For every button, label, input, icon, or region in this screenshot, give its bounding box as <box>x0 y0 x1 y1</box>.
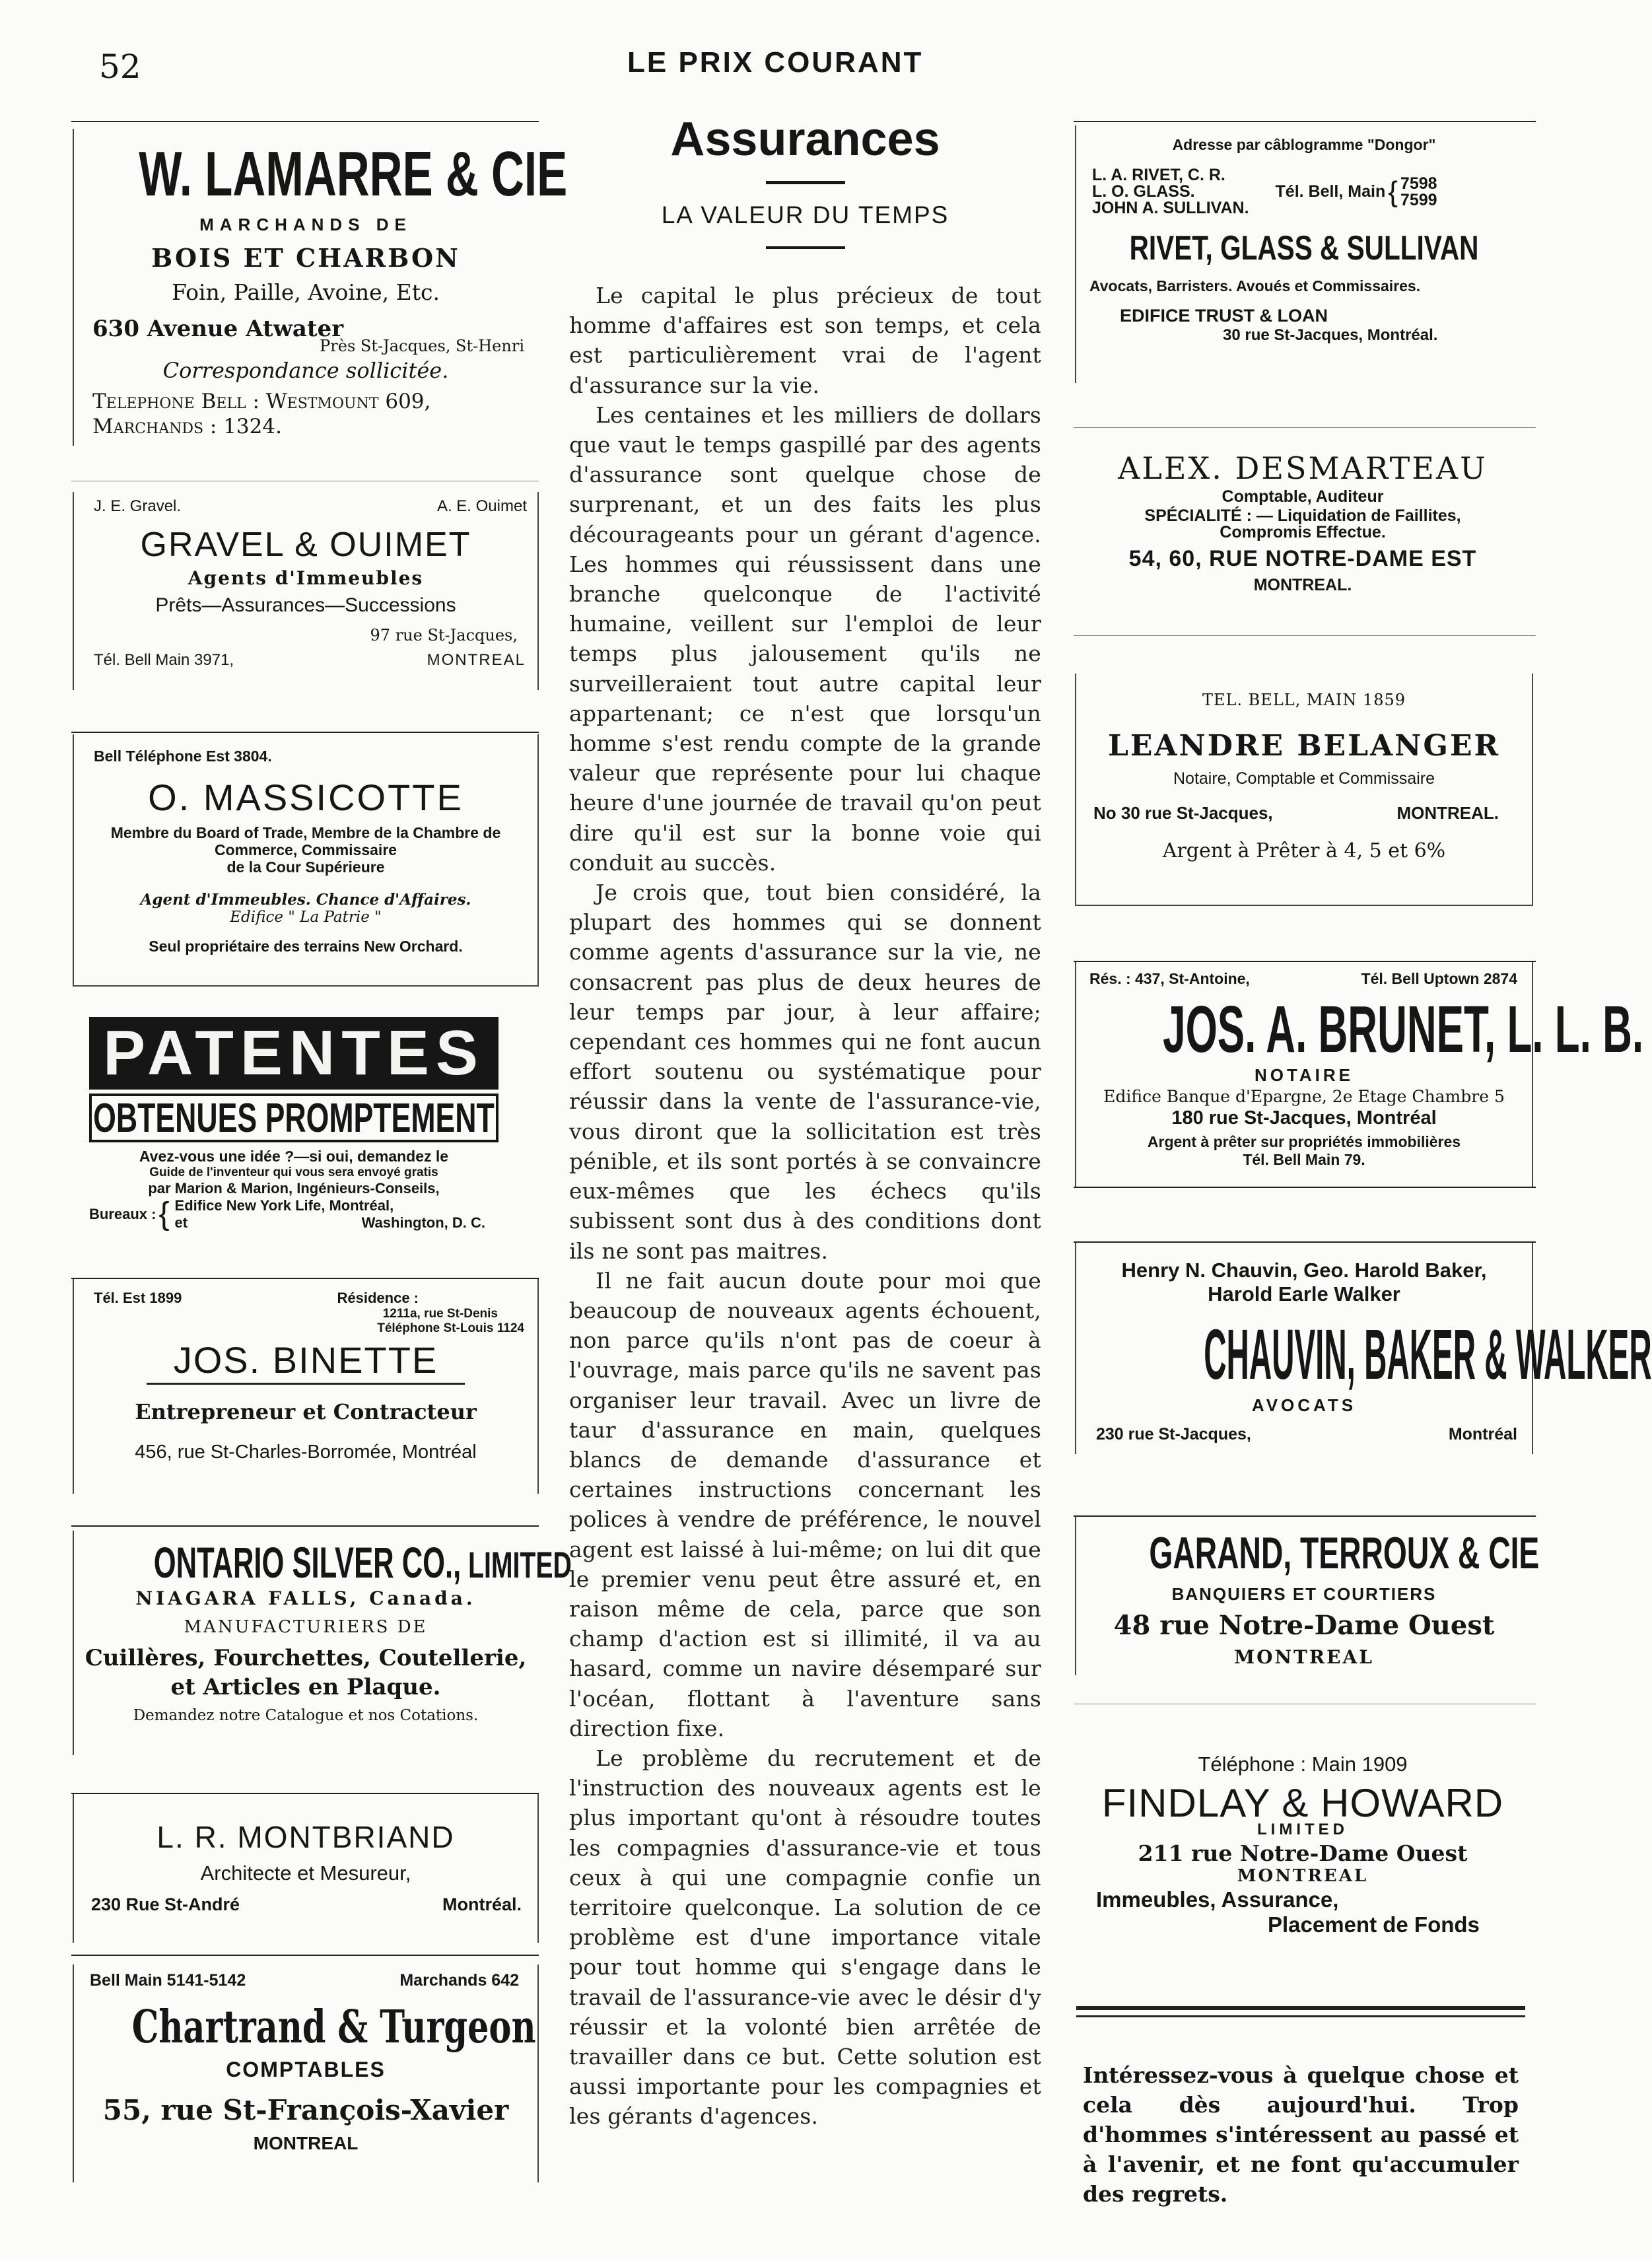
massicotte-edifice: Edifice " La Patrie " <box>230 909 382 926</box>
massicotte-desc2: de la Cour Supérieure <box>226 858 385 876</box>
rivet-phone-label: Tél. Bell, Main <box>1275 182 1386 201</box>
desmarteau-title: Comptable, Auditeur <box>1222 487 1384 506</box>
patentes-bureaux: Bureaux : <box>89 1206 156 1222</box>
lamarre-line3: Foin, Paille, Avoine, Etc. <box>172 279 440 305</box>
belanger-title: Notaire, Comptable et Commissaire <box>1173 769 1435 788</box>
chauvin-city: Montréal <box>1448 1425 1517 1443</box>
ad-lamarre <box>73 129 568 446</box>
ad-rivet: Adresse par câblogramme "Dongor" L. A. RIVET, C. R. L. O. GLASS. JOHN A. SULLIVAN. Tél. Bell, Main { 7598 7599 RIVET, GLASS & SULLIVAN Avocats, Barristers. Avoués et Commissaires. EDIFICE TRUST & LOAN 30 rue St-Jacques, Montréal. <box>1075 125 1532 383</box>
ad-findlay <box>1075 1737 1531 1955</box>
findlay-limited: LIMITED <box>1257 1821 1348 1838</box>
ontario-line4: Demandez notre Catalogue et nos Cotations. <box>133 1707 479 1724</box>
binette-res-address: 1211a, rue St-Denis <box>382 1307 498 1321</box>
desmarteau-city: MONTREAL. <box>1253 576 1352 594</box>
brunet-address: 180 rue St-Jacques, Montréal <box>1171 1107 1437 1129</box>
article-paragraph: Le problème du recrutement et de l'instruction des nouveaux agents est le plus important qu'ont à résoudre toutes les compagnies d'assurance-vie et tous ceux à qui une compagnie confie un territoire quelconque. La solution de ce problème est d'une importance vitale pour tout homme qui s'engage dans le travail de l'assurance-vie avec le désir d'y réussir et la volonté bien arrêtée de travailler dans ce but. Cette solution est aussi importante pour les compagnies et les gérants d'agences. <box>569 1745 1041 2130</box>
chauvin-partners-2: Harold Earle Walker <box>1208 1282 1400 1305</box>
brunet-title: NOTAIRE <box>1254 1065 1354 1085</box>
binette-name-rule <box>147 1383 465 1385</box>
patentes-line2: Guide de l'inventeur qui vous sera envoyé gratis <box>149 1165 438 1179</box>
rivet-phone-2: 7599 <box>1400 190 1437 209</box>
lamarre-address-note: Près St-Jacques, St-Henri <box>320 337 524 355</box>
article-paragraph: Il ne fait aucun doute pour moi que beaucoup de nouveaux agents échouent, non parce qu'ils n'ont pas de coeur à l'ouvrage, mais parce qu'ils ne savent pas organiser leur travail. Avec un livre de taur d'assurance en main, quelques blancs de demande d'assurance et certaines instructions concernant les polices à vendre de préférence, le nouvel agent est laissé à lui-même; on lui dit que le premier venu peut être assuré et, en raison même de cela, parce que son champ d'action est si illimité, il va au hasard, comme un navire désemparé sur l'océan, flottant à l'aventure sans direction fixe. <box>569 1267 1041 1741</box>
page-number: 52 <box>99 48 141 86</box>
binette-res-phone: Téléphone St-Louis 1124 <box>377 1321 524 1335</box>
belanger-phone: TEL. BELL, MAIN 1859 <box>1202 691 1406 709</box>
desmarteau-name: ALEX. DESMARTEAU <box>1118 450 1488 486</box>
closing-notice: Intéressez-vous à quelque chose et cela dès aujourd'hui. Trop d'hommes s'intéressent au passé et à l'avenir, et ne font qu'accumuler des regrets. <box>1083 2062 1519 2207</box>
ad-chauvin <box>1075 1243 1652 1454</box>
ad-desmarteau <box>1075 436 1531 627</box>
patentes-line3: par Marion & Marion, Ingénieurs-Conseils, <box>148 1180 440 1197</box>
patentes-subtitle: OBTENUES PROMPTEMENT <box>93 1095 495 1141</box>
double-rule-top <box>1076 2006 1525 2010</box>
ad-garand <box>1075 1517 1540 1675</box>
binette-name: JOS. BINETTE <box>173 1339 438 1381</box>
garand-name: GARAND, TERROUX & CIE <box>1149 1528 1540 1578</box>
brunet-phone2: Tél. Bell Main 79. <box>1243 1151 1365 1168</box>
ad-belanger <box>1075 674 1533 906</box>
rivet-partner-3: JOHN A. SULLIVAN. <box>1092 199 1249 217</box>
gravel-phone: Tél. Bell Main 3971, <box>94 651 234 669</box>
montbriand-title: Architecte et Mesureur, <box>200 1861 411 1885</box>
article-subtitle: LA VALEUR DU TEMPS <box>661 201 949 228</box>
montbriand-city: Montréal. <box>442 1894 522 1914</box>
findlay-line2: Placement de Fonds <box>1268 1912 1480 1937</box>
article-title: Assurances <box>670 113 940 166</box>
article-subtitle-rule <box>766 246 845 249</box>
chartrand-name: Chartrand & Turgeon <box>131 2001 536 2054</box>
chauvin-partners-1: Henry N. Chauvin, Geo. Harold Baker, <box>1121 1259 1487 1282</box>
rivet-cable: Adresse par câblogramme "Dongor" <box>1172 136 1436 153</box>
lamarre-phone2: Marchands : 1324. <box>92 415 282 438</box>
lamarre-phone: Telephone Bell : Westmount 609, <box>92 390 431 413</box>
patentes-title: PATENTES <box>103 1018 485 1088</box>
ad-patentes: PATENTES OBTENUES PROMPTEMENT Avez-vous une idée ?—si oui, demandez le Guide de l'inventeur qui vous sera envoyé gratis par Marion & Marion, Ingénieurs-Conseils, Bureaux : { Edifice New York Life, Montréal, et Washington, D. C. <box>89 1017 499 1245</box>
ad-ontario <box>73 1531 572 1755</box>
gravel-left-name: J. E. Gravel. <box>94 497 182 515</box>
belanger-name: LEANDRE BELANGER <box>1107 729 1501 763</box>
article-paragraph: Le capital le plus précieux de tout homme d'affaires est son temps, et cela est particulièrement vrai de l'agent d'assurance sur la vie. <box>569 283 1041 398</box>
belanger-loan: Argent à Prêter à 4, 5 et 6% <box>1162 839 1446 862</box>
brunet-res: Rés. : 437, St-Antoine, <box>1089 970 1250 987</box>
gravel-address: 97 rue St-Jacques, <box>370 626 518 644</box>
chartrand-address: 55, rue St-François-Xavier <box>102 2094 509 2126</box>
patentes-subtitle-block <box>89 1094 499 1142</box>
massicotte-desc1: Membre du Board of Trade, Membre de la Chambre de Commerce, Commissaire <box>110 824 501 858</box>
rivet-building: EDIFICE TRUST & LOAN <box>1120 306 1328 326</box>
montbriand-address: 230 Rue St-André <box>91 1894 240 1914</box>
findlay-phone: Téléphone : Main 1909 <box>1198 1753 1408 1776</box>
rivet-partner-1: L. A. RIVET, C. R. <box>1092 166 1225 184</box>
journal-title: LE PRIX COURANT <box>627 46 924 79</box>
brunet-building: Edifice Banque d'Epargne, 2e Etage Chambre 5 <box>1103 1087 1505 1106</box>
patentes-office2-left: et <box>174 1214 188 1231</box>
ad-montbriand <box>73 1794 539 1943</box>
ad-chartrand <box>73 1964 539 2182</box>
desmarteau-specialty2: Compromis Effectue. <box>1220 523 1386 541</box>
binette-address: 456, rue St-Charles-Borromée, Montréal <box>135 1442 477 1463</box>
chartrand-city: MONTREAL <box>253 2133 359 2153</box>
chauvin-address: 230 rue St-Jacques, <box>1096 1425 1251 1443</box>
ontario-line2: Cuillères, Fourchettes, Coutellerie, <box>85 1645 527 1671</box>
binette-residence: Résidence : <box>337 1290 419 1306</box>
rivet-trade: Avocats, Barristers. Avoués et Commissaires. <box>1089 277 1421 295</box>
chauvin-name: CHAUVIN, BAKER & WALKER <box>1204 1314 1652 1394</box>
garand-address: 48 rue Notre-Dame Ouest <box>1113 1610 1495 1641</box>
lamarre-line2: BOIS ET CHARBON <box>151 243 460 273</box>
garand-city: MONTREAL <box>1234 1646 1374 1668</box>
brunet-name: JOS. A. BRUNET, L. L. B. <box>1163 992 1644 1066</box>
lamarre-line1: MARCHANDS DE <box>199 215 412 234</box>
desmarteau-address: 54, 60, RUE NOTRE-DAME EST <box>1128 546 1477 571</box>
findlay-city: MONTREAL <box>1237 1866 1369 1886</box>
lamarre-name: W. LAMARRE & CIE <box>139 139 568 209</box>
chauvin-title: AVOCATS <box>1251 1395 1357 1415</box>
patentes-office1: Edifice New York Life, Montréal, <box>174 1197 394 1214</box>
ad-gravel <box>73 492 539 690</box>
ontario-line1: MANUFACTURIERS DE <box>184 1617 428 1637</box>
patentes-title-block <box>89 1017 499 1090</box>
article <box>569 112 1041 2132</box>
massicotte-owner: Seul propriétaire des terrains New Orchard. <box>149 938 463 955</box>
gravel-name: GRAVEL & OUIMET <box>140 526 471 564</box>
article-paragraph: Je crois que, tout bien considéré, la plupart des hommes qui se donnent comme agents d'assurance sur la vie, ne consacrent pas plus de deux heures de leur temps par jour, à leur affaire; cependant ces hommes qui ne font aucun effort soutenu ou systématique pour réussir dans la vente de l'assurance-vie, vous diront que la sollicitation est très pénible, et ils sont portés à se convaincre eux-mêmes que les échecs qu'ils subissent sont dus à des conditions dont ils ne sont pas maitres. <box>569 880 1041 1264</box>
massicotte-phone: Bell Téléphone Est 3804. <box>94 747 272 765</box>
rivet-phone-1: 7598 <box>1400 174 1437 193</box>
gravel-line2: Prêts—Assurances—Successions <box>155 594 456 616</box>
findlay-address: 211 rue Notre-Dame Ouest <box>1138 1840 1468 1866</box>
gravel-right-name: A. E. Ouimet <box>436 497 527 515</box>
ontario-name-a: ONTARIO SILVER CO., <box>154 1538 462 1587</box>
rivet-name: RIVET, GLASS & SULLIVAN <box>1129 229 1479 267</box>
ontario-name-b: LIMITED <box>467 1544 572 1585</box>
ontario-place: NIAGARA FALLS, Canada. <box>135 1587 476 1609</box>
patentes-office2: Washington, D. C. <box>361 1214 485 1231</box>
belanger-city: MONTREAL. <box>1396 803 1499 823</box>
rivet-address: 30 rue St-Jacques, Montréal. <box>1223 326 1438 344</box>
belanger-address: No 30 rue St-Jacques, <box>1093 803 1273 823</box>
binette-phone: Tél. Est 1899 <box>94 1290 182 1306</box>
gravel-city: MONTREAL <box>427 651 526 669</box>
findlay-line1: Immeubles, Assurance, <box>1096 1887 1339 1912</box>
ad-binette <box>73 1279 539 1494</box>
ontario-line3: et Articles en Plaque. <box>170 1674 441 1700</box>
double-rule-bottom <box>1076 2015 1525 2017</box>
lamarre-correspondence: Correspondance sollicitée. <box>162 358 449 383</box>
article-title-rule <box>766 181 845 184</box>
massicotte-name: O. MASSICOTTE <box>148 777 464 818</box>
montbriand-name: L. R. MONTBRIAND <box>156 1820 455 1854</box>
brunet-phone: Tél. Bell Uptown 2874 <box>1361 970 1517 987</box>
desmarteau-specialty: SPÉCIALITÉ : — Liquidation de Faillites, <box>1144 506 1461 525</box>
brunet-loan: Argent à prêter sur propriétés immobilières <box>1147 1133 1461 1150</box>
chartrand-phone-left: Bell Main 5141-5142 <box>90 1971 246 1990</box>
findlay-name: FINDLAY & HOWARD <box>1101 1781 1504 1825</box>
ad-brunet <box>1075 962 1644 1187</box>
chartrand-phone-right: Marchands 642 <box>399 1971 519 1990</box>
massicotte-agent: Agent d'Immeubles. Chance d'Affaires. <box>140 891 471 909</box>
rivet-partner-2: L. O. GLASS. <box>1092 182 1195 201</box>
binette-trade: Entrepreneur et Contracteur <box>135 1399 477 1424</box>
lamarre-address: 630 Avenue Atwater <box>92 316 344 342</box>
ad-massicotte <box>73 734 539 987</box>
article-paragraph: Les centaines et les milliers de dollars que vaut le temps gaspillé par des agents d'assurance sont quelque chose de surprenant, et un des faits les plus décourageants pour un gérant d'agence. Les hommes qui réussissent dans une branche quelconque de l'activité humaine, veillent sur l'emploi de leur temps plus jalousement qu'ils ne surveilleraient tout autre capital leur appartenant; ce n'est que lorsqu'un homme s'est rendu compte de la grande valeur que représente pour lui chaque heure d'une journée de travail qu'on peut dire qu'il est sur la bonne voie qui conduit au succès. <box>569 401 1041 876</box>
gravel-line1: Agents d'Immeubles <box>188 567 424 589</box>
garand-title: BANQUIERS ET COURTIERS <box>1171 1584 1437 1604</box>
chartrand-trade: COMPTABLES <box>226 2058 386 2081</box>
patentes-line1: Avez-vous une idée ?—si oui, demandez le <box>139 1148 449 1165</box>
